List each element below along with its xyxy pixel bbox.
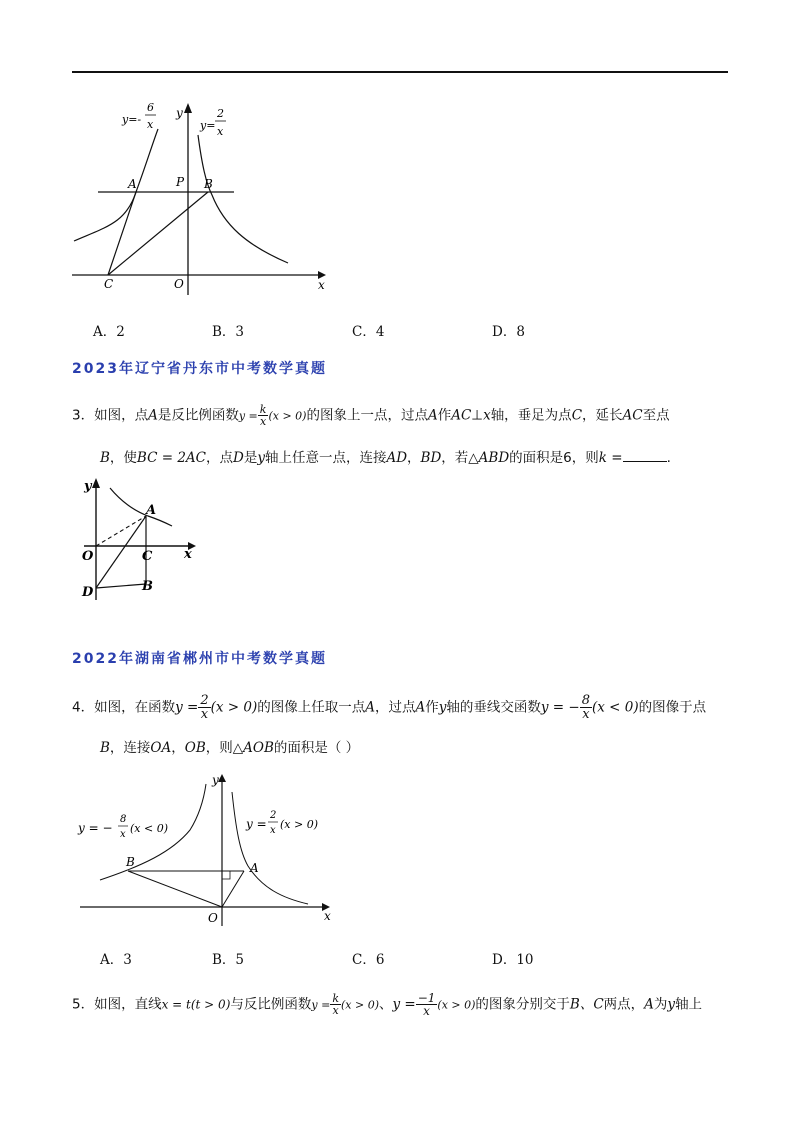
q2-label-a: A: [128, 177, 137, 191]
q4-label-y: y: [212, 773, 219, 787]
top-rule: [72, 71, 728, 73]
q2-label-f2-y: y=: [200, 119, 216, 132]
q2-option-b[interactable]: B．3: [212, 324, 245, 340]
q3-label-c: C: [142, 549, 153, 564]
q3-answer-blank[interactable]: [623, 449, 667, 462]
q4-option-c[interactable]: C．6: [352, 952, 385, 968]
q5-f1-fraction: $\frac{k}{x}$: [332, 992, 339, 1017]
q4-label-right-num: 2: [270, 810, 277, 821]
q3-label-b: B: [142, 579, 153, 594]
q3-label-a: A: [146, 503, 157, 518]
q4-label-x: x: [324, 909, 331, 923]
q2-option-d[interactable]: D．8: [492, 324, 525, 340]
q2-label-f1-num: 6: [147, 101, 154, 114]
q3-y-arrow: [92, 478, 100, 488]
q4-label-b: B: [126, 855, 135, 869]
q4-label-left-num: 8: [120, 814, 127, 825]
q4-f1-fraction: $\frac{2}{x}$: [200, 693, 209, 722]
q2-option-a[interactable]: A．2: [93, 324, 125, 340]
q2-segment-cb: [108, 192, 208, 275]
q2-y-arrow: [184, 103, 192, 113]
q4-label-right-y: y =: [246, 817, 267, 831]
q2-label-c: C: [104, 277, 114, 291]
q2-label-f2-den: x: [217, 125, 224, 138]
q4-label-left-den: x: [120, 829, 126, 840]
q2-segment-ca: [108, 192, 136, 275]
q3-func-fraction: $\frac{k}{x}$: [259, 403, 267, 428]
q4-label-o: O: [208, 911, 218, 925]
q2-label-o: O: [174, 277, 184, 291]
section-title-2023-dandong: 2023年辽宁省丹东市中考数学真题: [72, 361, 327, 377]
q2-curve-right: [198, 135, 288, 263]
q2-label-y: y: [176, 106, 183, 120]
q4-option-a[interactable]: A．3: [100, 952, 132, 968]
q4-f2-fraction: $\frac{8}{x}$: [581, 693, 591, 722]
q4-label-right-den: x: [270, 825, 276, 836]
q2-label-x: x: [318, 278, 325, 292]
q2-figure: [66, 95, 346, 295]
q2-option-c[interactable]: C．4: [352, 324, 385, 340]
q4-line2: B，连接OA，OB，则△AOB的面积是（ ）: [100, 740, 360, 756]
q4-line1: 4．如图，在函数y = $\frac{2}{x}$ (x > 0)的图像上任取一点A，过点A作y轴的垂线交函数y = − $\frac{8}{x}$ (x < 0)的图像于点: [72, 693, 707, 722]
q2-label-b: B: [204, 177, 213, 191]
q3-label-x: x: [184, 547, 192, 562]
q3-label-y: y: [84, 479, 92, 494]
q5-f2-fraction: $\frac{-1}{x}$: [417, 991, 436, 1018]
q4-label-a: A: [250, 861, 259, 875]
q5-line1: 5．如图，直线x = t(t > 0)与反比例函数y = $\frac{k}{x}$ (x > 0)、y = $\frac{-1}{x}$ (x > 0)的图象分别交于B、C两点，A为y轴上: [72, 991, 703, 1018]
q2-label-f1-y: y=-: [122, 113, 142, 126]
q3-label-o: O: [82, 549, 94, 564]
q3-segment-ad: [96, 516, 146, 588]
q4-right-angle-mark: [222, 871, 230, 879]
q2-label-f2-num: 2: [217, 107, 224, 120]
q3-label-d: D: [82, 585, 94, 600]
q4-label-left-cond: (x < 0): [130, 822, 168, 835]
q2-curve-left: [74, 129, 158, 241]
q3-line2: B，使BC = 2AC，点D是y轴上任意一点，连接AD，BD，若△ABD的面积是6，则k = .: [100, 450, 671, 466]
q2-label-f1-den: x: [147, 118, 154, 131]
section-title-2022-chenzhou: 2022年湖南省郴州市中考数学真题: [72, 651, 327, 667]
q3-segment-oa: [96, 516, 146, 546]
q3-figure: [70, 472, 210, 604]
q3-segment-db: [96, 584, 146, 588]
q4-curve-right: [232, 792, 308, 904]
q3-line1: 3．如图，点A是反比例函数y = $\frac{k}{x}$ (x > 0)的图象上一点，过点A作AC⊥x轴，垂足为点C，延长AC至点: [72, 403, 670, 428]
q4-segment-oa: [222, 871, 244, 907]
q3-curve: [110, 488, 172, 526]
q4-y-arrow: [218, 774, 226, 782]
q4-option-b[interactable]: B．5: [212, 952, 245, 968]
q4-figure: [72, 770, 342, 930]
q2-label-p: P: [176, 175, 185, 189]
q4-label-right-cond: (x > 0): [280, 818, 318, 831]
q4-option-d[interactable]: D．10: [492, 952, 534, 968]
q4-label-left-y: y = −: [78, 821, 113, 835]
q4-segment-ob: [128, 871, 222, 907]
